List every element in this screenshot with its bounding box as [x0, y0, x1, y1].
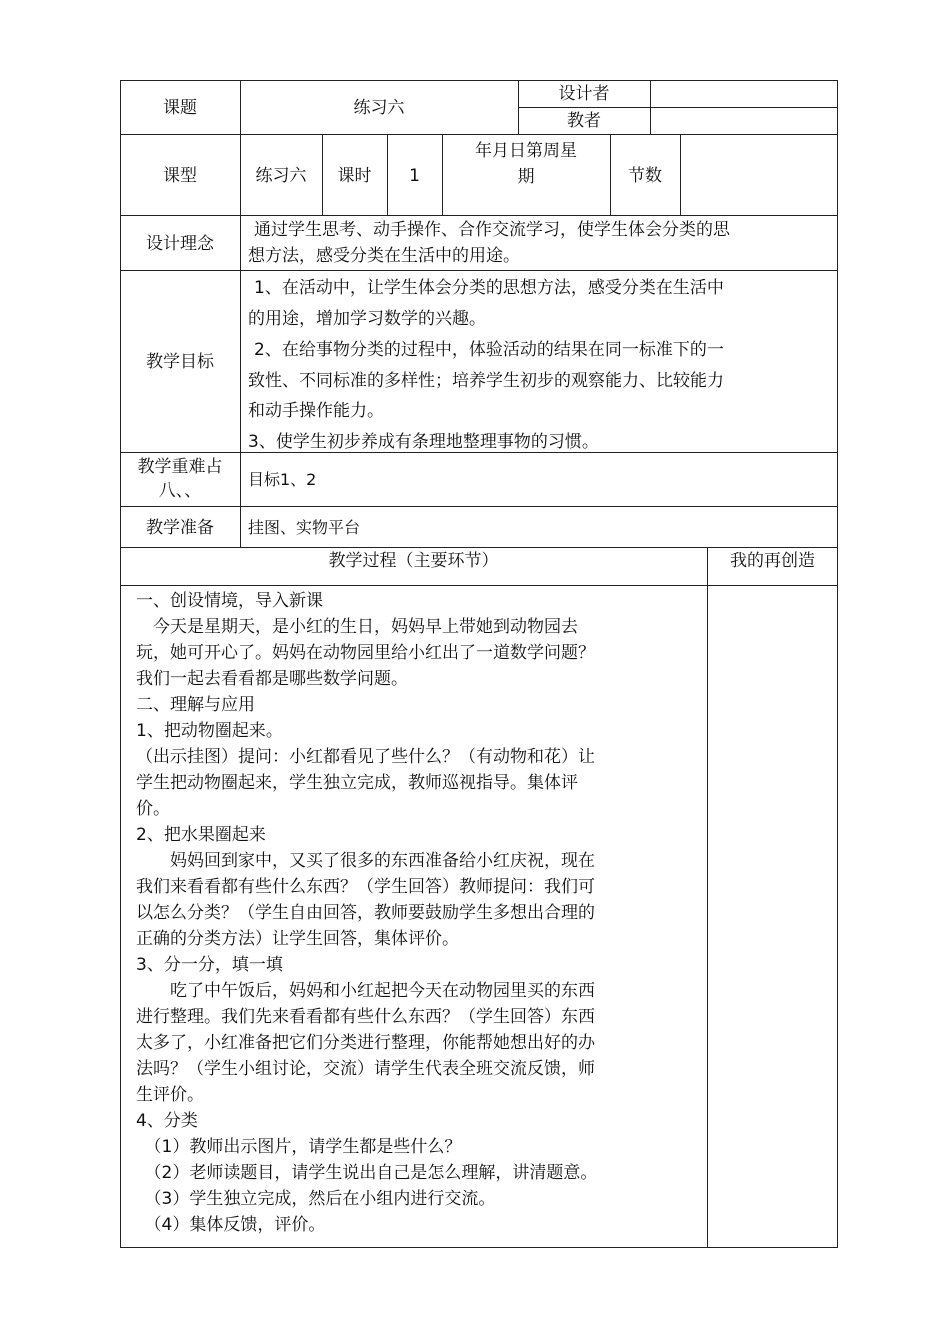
rule-row2-bottom [120, 215, 838, 216]
goal-line-5: 和动手操作能力。 [248, 401, 384, 421]
topic-label: 课题 [163, 98, 197, 118]
process-line: 4、分类 [136, 1111, 198, 1131]
rule-label-col [240, 80, 241, 547]
process-line: 生评价。 [136, 1085, 204, 1105]
prep-label: 教学准备 [146, 518, 214, 538]
goal-line-2: 的用途，增加学习数学的兴趣。 [248, 309, 486, 329]
date-line-1: 年月日第周星 [475, 141, 577, 161]
process-line: 进行整理。我们先来看看都有些什么东西？（学生回答）东西 [136, 1007, 595, 1027]
process-line: 1、把动物圈起来。 [136, 721, 283, 741]
recreate-header: 我的再创造 [730, 551, 815, 571]
process-line: 太多了，小红准备把它们分类进行整理，你能帮她想出好的办 [136, 1033, 595, 1053]
process-line: 今天是星期天，是小红的生日，妈妈早上带她到动物园去 [136, 617, 578, 637]
key-points-value: 目标1、2 [248, 470, 317, 489]
rule-row6-bottom [120, 547, 838, 548]
key-points-label-2: 八、、 [158, 481, 202, 501]
type-value: 练习六 [255, 166, 307, 186]
rule-right [837, 80, 838, 1248]
goal-line-3: 2、在给事物分类的过程中，体验活动的结果在同一标准下的一 [254, 340, 724, 360]
rule-process-header-bottom [120, 585, 838, 586]
rule-recreate-col [707, 547, 708, 1248]
process-line: 3、分一分，填一填 [136, 955, 283, 975]
prep-value: 挂图、实物平台 [248, 518, 361, 537]
rule-row5-bottom [120, 506, 838, 507]
rule-bottom [120, 1247, 838, 1248]
process-line: 学生把动物圈起来，学生独立完成，教师巡视指导。集体评 [136, 773, 578, 793]
rule-left [120, 80, 121, 1248]
process-line: 二、理解与应用 [136, 695, 255, 715]
process-line: （4）集体反馈，评价。 [136, 1215, 326, 1235]
process-line: 一、创设情境，导入新课 [136, 591, 323, 611]
process-line: 2、把水果圈起来 [136, 825, 266, 845]
process-line: （3）学生独立完成，然后在小组内进行交流。 [136, 1189, 496, 1209]
process-header: 教学过程（主要环节） [328, 551, 499, 571]
rule-section-label-right [680, 134, 681, 215]
goal-line-4: 致性、不同标准的多样性；培养学生初步的观察能力、比较能力 [248, 371, 724, 391]
rule-row1-bottom [120, 134, 838, 135]
philosophy-line-2: 想方法，感受分类在生活中的用途。 [248, 246, 520, 266]
section-label: 节数 [628, 166, 662, 186]
goal-line-1: 1、在活动中，让学生体会分类的思想方法，感受分类在生活中 [254, 278, 724, 298]
designer-label: 设计者 [558, 84, 610, 104]
process-line: 我们来看看都有些什么东西？（学生回答）教师提问：我们可 [136, 877, 595, 897]
process-line: 价。 [136, 799, 170, 819]
philosophy-label: 设计理念 [146, 234, 214, 254]
process-line: （2）老师读题目，请学生说出自己是怎么理解，讲清题意。 [136, 1163, 598, 1183]
rule-top [120, 80, 838, 81]
process-line: 妈妈回到家中，又买了很多的东西准备给小红庆祝，现在 [136, 851, 595, 871]
teacher-label: 教者 [567, 111, 601, 131]
process-line: 吃了中午饭后，妈妈和小红起把今天在动物园里买的东西 [136, 981, 595, 1001]
topic-value: 练习六 [353, 98, 405, 118]
philosophy-line-1: 通过学生思考、动手操作、合作交流学习，使学生体会分类的思 [254, 220, 730, 240]
period-label: 课时 [337, 166, 372, 186]
lesson-plan-table [120, 80, 838, 1248]
process-line: 我们一起去看看都是哪些数学问题。 [136, 669, 408, 689]
rule-row3-bottom [120, 270, 838, 271]
rule-designer-bottom [518, 107, 838, 108]
date-line-2: 期 [517, 167, 535, 187]
rule-designer-right [650, 80, 651, 134]
goals-label: 教学目标 [146, 352, 214, 372]
period-value: 1 [409, 166, 420, 186]
process-line: （出示挂图）提问：小红都看见了些什么？（有动物和花）让 [136, 747, 595, 767]
process-line: 正确的分类方法）让学生回答，集体评价。 [136, 929, 459, 949]
process-line: 法吗？（学生小组讨论，交流）请学生代表全班交流反馈，师 [136, 1059, 595, 1079]
process-line: （1）教师出示图片，请学生都是些什么？ [136, 1137, 462, 1157]
process-line: 玩，她可开心了。妈妈在动物园里给小红出了一道数学问题？ [136, 643, 595, 663]
type-label: 课型 [163, 166, 197, 186]
process-line: 以怎么分类？（学生自由回答，教师要鼓励学生多想出合理的 [136, 903, 595, 923]
goal-line-6: 3、使学生初步养成有条理地整理事物的习惯。 [248, 432, 599, 452]
key-points-label-1: 教学重难占 [137, 457, 223, 477]
